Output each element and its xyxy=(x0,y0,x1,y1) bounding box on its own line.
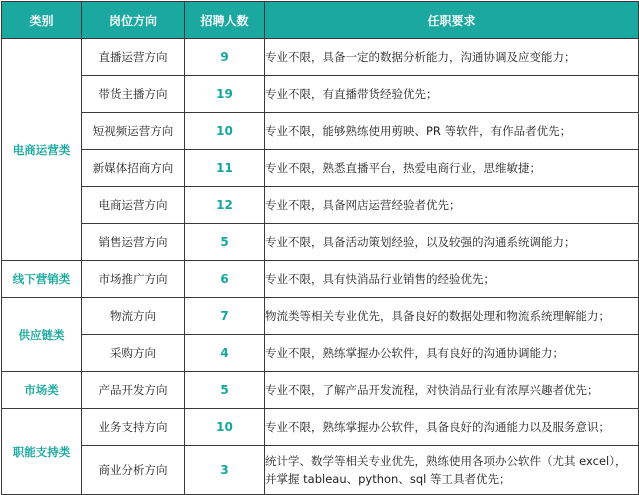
count-cell: 5 xyxy=(185,372,265,409)
requirement-cell: 专业不限，熟悉直播平台，热爱电商行业，思维敏捷； xyxy=(265,150,639,187)
position-cell: 直播运营方向 xyxy=(82,39,185,76)
requirement-cell: 专业不限，具有快消品行业销售的经验优先； xyxy=(265,261,639,298)
category-cell: 职能支持类 xyxy=(2,409,82,495)
requirement-cell: 专业不限，具备网店运营经验者优先； xyxy=(265,187,639,224)
table-row xyxy=(2,76,639,113)
table-row xyxy=(2,409,639,446)
requirement-cell: 专业不限，熟练掌握办公软件，具备良好的沟通能力以及服务意识； xyxy=(265,409,639,446)
position-cell: 新媒体招商方向 xyxy=(82,150,185,187)
count-cell: 10 xyxy=(185,113,265,150)
position-cell: 商业分析方向 xyxy=(82,446,185,495)
count-cell: 11 xyxy=(185,150,265,187)
header-requirement: 任职要求 xyxy=(265,2,639,39)
table-row xyxy=(2,39,639,76)
position-cell: 采购方向 xyxy=(82,335,185,372)
count-cell: 3 xyxy=(185,446,265,495)
requirement-cell: 专业不限，有直播带货经验优先； xyxy=(265,76,639,113)
count-cell: 4 xyxy=(185,335,265,372)
category-cell: 电商运营类 xyxy=(2,39,82,261)
table-row xyxy=(2,187,639,224)
requirement-line: 并掌握 tableau、python、sql 等工具者优先； xyxy=(265,472,511,486)
position-cell: 销售运营方向 xyxy=(82,224,185,261)
requirement-cell xyxy=(265,446,639,495)
category-cell: 市场类 xyxy=(2,372,82,409)
count-cell: 12 xyxy=(185,187,265,224)
table-row xyxy=(2,261,639,298)
table-row xyxy=(2,446,639,495)
table-row xyxy=(2,150,639,187)
count-cell: 5 xyxy=(185,224,265,261)
position-cell: 市场推广方向 xyxy=(82,261,185,298)
requirement-cell: 专业不限，具备一定的数据分析能力，沟通协调及应变能力； xyxy=(265,39,639,76)
header-count: 招聘人数 xyxy=(185,2,265,39)
table-row xyxy=(2,372,639,409)
count-cell: 19 xyxy=(185,76,265,113)
requirement-cell: 物流类等相关专业优先，具备良好的数据处理和物流系统理解能力； xyxy=(265,298,639,335)
count-cell: 10 xyxy=(185,409,265,446)
table-row xyxy=(2,113,639,150)
header-row xyxy=(2,2,639,39)
position-cell: 短视频运营方向 xyxy=(82,113,185,150)
table-row xyxy=(2,224,639,261)
requirement-cell: 专业不限，能够熟练使用剪映、PR 等软件，有作品者优先； xyxy=(265,113,639,150)
table-row xyxy=(2,335,639,372)
position-cell: 物流方向 xyxy=(82,298,185,335)
category-cell: 线下营销类 xyxy=(2,261,82,298)
position-cell: 电商运营方向 xyxy=(82,187,185,224)
requirement-cell: 专业不限，了解产品开发流程，对快消品行业有浓厚兴趣者优先； xyxy=(265,372,639,409)
position-cell: 业务支持方向 xyxy=(82,409,185,446)
position-cell: 产品开发方向 xyxy=(82,372,185,409)
header-position: 岗位方向 xyxy=(82,2,185,39)
category-cell: 供应链类 xyxy=(2,298,82,372)
header-category: 类别 xyxy=(2,2,82,39)
count-cell: 7 xyxy=(185,298,265,335)
count-cell: 6 xyxy=(185,261,265,298)
requirement-cell: 专业不限，熟练掌握办公软件，具有良好的沟通协调能力； xyxy=(265,335,639,372)
requirement-cell: 专业不限，具备活动策划经验，以及较强的沟通系统调能力； xyxy=(265,224,639,261)
requirement-line: 统计学、数学等相关专业优先，熟练使用各项办公软件（尤其 excel）， xyxy=(265,454,627,468)
count-cell: 9 xyxy=(185,39,265,76)
recruitment-table xyxy=(1,1,639,495)
table-row xyxy=(2,298,639,335)
position-cell: 带货主播方向 xyxy=(82,76,185,113)
